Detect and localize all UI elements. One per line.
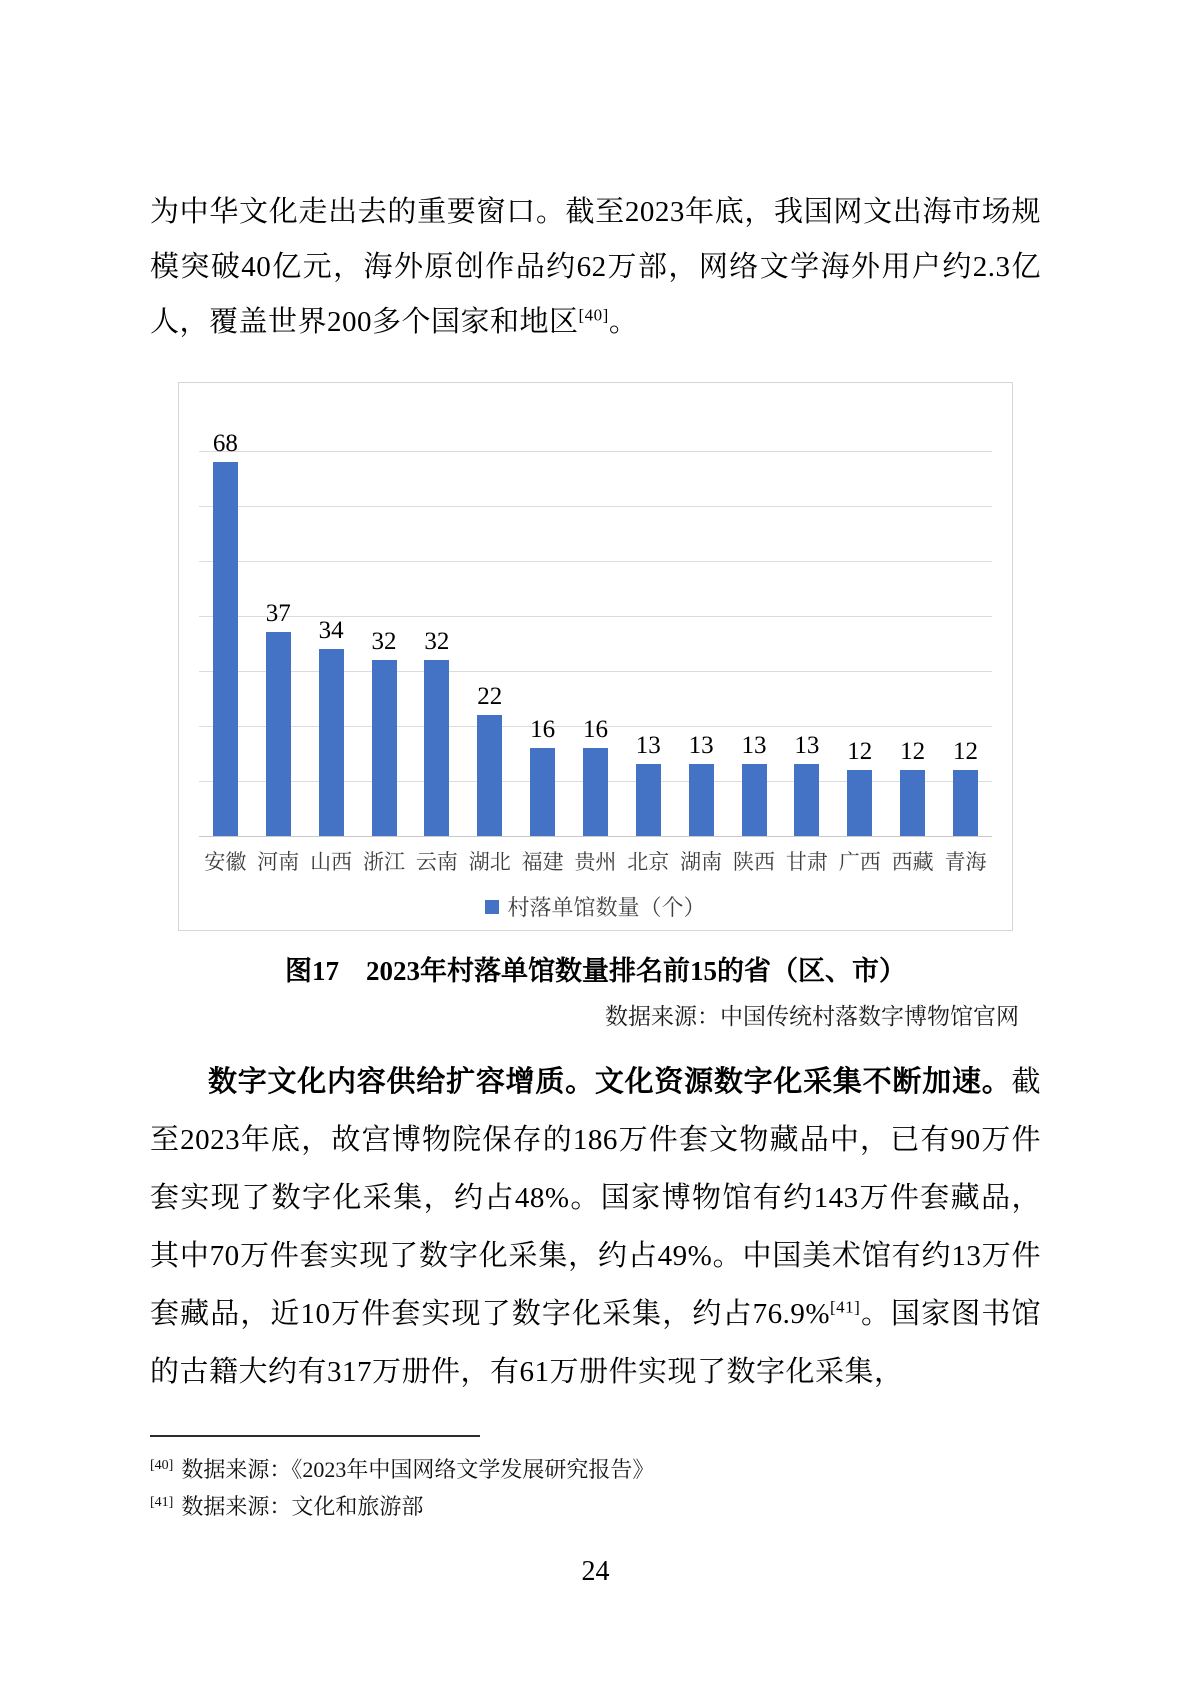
figure-caption: 图17 2023年村落单馆数量排名前15的省（区、市） bbox=[285, 956, 906, 986]
bar-group bbox=[358, 627, 411, 836]
footnote-40 bbox=[150, 1451, 1041, 1488]
bar-value-label: 32 bbox=[424, 628, 450, 655]
bar-value-label: 13 bbox=[794, 732, 820, 759]
bar-value-label: 13 bbox=[741, 732, 767, 759]
paragraph1-text-end: 。 bbox=[608, 306, 639, 338]
bar bbox=[372, 660, 397, 836]
bar-value-label: 12 bbox=[847, 738, 873, 765]
bar bbox=[742, 764, 767, 836]
bar-value-label: 12 bbox=[900, 738, 926, 765]
footnote-40-text: 数据来源：《2023年中国网络文学发展研究报告》 bbox=[181, 1457, 655, 1482]
bar-value-label: 13 bbox=[635, 732, 661, 759]
bar-value-label: 16 bbox=[530, 716, 556, 743]
bar-group bbox=[939, 737, 992, 836]
x-axis-labels bbox=[199, 847, 992, 877]
paragraph2-text: 截至2023年底，故宫博物院保存的186万件套文物藏品中，已有90万件套实现了数字化采集，约占48%。国家博物馆有约143万件套藏品，其中70万件套实现了数字化采集，约占49%。中国美术馆有约13万件套藏品，近10万件套实现了数字化采集，约占76.9% bbox=[150, 1066, 1041, 1330]
bar-group bbox=[569, 715, 622, 836]
x-axis-label: 福建 bbox=[521, 850, 564, 874]
footnote-41-text: 数据来源：文化和旅游部 bbox=[181, 1494, 424, 1519]
footnote-40-marker: [40] bbox=[150, 1457, 174, 1473]
bar bbox=[424, 660, 449, 836]
footnote-ref-41: [41] bbox=[830, 1297, 861, 1317]
bar-value-label: 32 bbox=[371, 628, 397, 655]
bar-group bbox=[463, 682, 516, 836]
bar bbox=[794, 764, 819, 836]
bar-value-label: 12 bbox=[952, 738, 978, 765]
x-axis-label: 青海 bbox=[944, 850, 987, 874]
paragraph1-text: 为中华文化走出去的重要窗口。截至2023年底，我国网文出海市场规模突破40亿元，海外原创作品约62万部，网络文学海外用户约2.3亿人，覆盖世界200多个国家和地区 bbox=[150, 196, 1041, 338]
bar-group bbox=[516, 715, 569, 836]
bar bbox=[530, 748, 555, 836]
x-axis-label: 安徽 bbox=[204, 850, 247, 874]
x-axis-label: 湖北 bbox=[468, 850, 511, 874]
x-axis-label: 云南 bbox=[415, 850, 458, 874]
bars-row bbox=[199, 397, 992, 836]
bar-group bbox=[305, 616, 358, 836]
bar-value-label: 37 bbox=[265, 600, 291, 627]
bar bbox=[266, 632, 291, 836]
x-axis-label: 贵州 bbox=[574, 850, 617, 874]
bar-value-label: 22 bbox=[477, 683, 503, 710]
bar bbox=[900, 770, 925, 836]
bar-group bbox=[675, 731, 728, 836]
bar-group bbox=[728, 731, 781, 836]
bar bbox=[477, 715, 502, 836]
chart-legend bbox=[199, 891, 992, 922]
bar bbox=[847, 770, 872, 836]
bar-group bbox=[410, 627, 463, 836]
bar-value-label: 13 bbox=[688, 732, 714, 759]
x-axis-label: 山西 bbox=[310, 850, 353, 874]
bar-value-label: 34 bbox=[318, 617, 344, 644]
paragraph2-text-end: 。国家图书馆的古籍大约有317万册件，有61万册件实现了数字化采集， bbox=[150, 1298, 1041, 1388]
x-axis-label: 河南 bbox=[257, 850, 300, 874]
footnote-ref-40: [40] bbox=[578, 305, 609, 325]
bar bbox=[953, 770, 978, 836]
figure-chart bbox=[178, 382, 1013, 931]
body-paragraph-1 bbox=[150, 185, 1041, 350]
footnote-41 bbox=[150, 1488, 1041, 1525]
bar-group bbox=[252, 599, 305, 836]
bar-group bbox=[780, 731, 833, 836]
bar-value-label: 16 bbox=[582, 716, 608, 743]
chart-plot-area bbox=[199, 397, 992, 837]
x-axis-label: 甘肃 bbox=[785, 850, 828, 874]
bar-group bbox=[886, 737, 939, 836]
bar-group bbox=[622, 731, 675, 836]
bar bbox=[213, 462, 238, 836]
footnote-separator bbox=[150, 1435, 480, 1437]
legend-label: 村落单馆数量（个） bbox=[507, 895, 706, 920]
bar-value-label: 68 bbox=[212, 430, 238, 457]
figure-source: 数据来源：中国传统村落数字博物馆官网 bbox=[605, 1004, 1019, 1029]
bar bbox=[319, 649, 344, 836]
x-axis-label: 广西 bbox=[838, 850, 881, 874]
bar bbox=[689, 764, 714, 836]
legend-swatch-icon bbox=[485, 900, 499, 914]
bar bbox=[583, 748, 608, 836]
bar-group bbox=[833, 737, 886, 836]
x-axis-label: 湖南 bbox=[680, 850, 723, 874]
footnotes-section bbox=[150, 1435, 1041, 1525]
x-axis-label: 北京 bbox=[627, 850, 670, 874]
bar-group bbox=[199, 429, 252, 836]
bar bbox=[636, 764, 661, 836]
footnote-41-marker: [41] bbox=[150, 1494, 174, 1510]
page-number: 24 bbox=[581, 1556, 610, 1587]
x-axis-label: 陕西 bbox=[733, 850, 776, 874]
x-axis-label: 浙江 bbox=[363, 850, 405, 874]
x-axis-label: 西藏 bbox=[891, 850, 934, 874]
body-paragraph-2 bbox=[150, 1053, 1041, 1401]
paragraph2-bold-lead: 数字文化内容供给扩容增质。文化资源数字化采集不断加速。 bbox=[208, 1066, 1012, 1098]
